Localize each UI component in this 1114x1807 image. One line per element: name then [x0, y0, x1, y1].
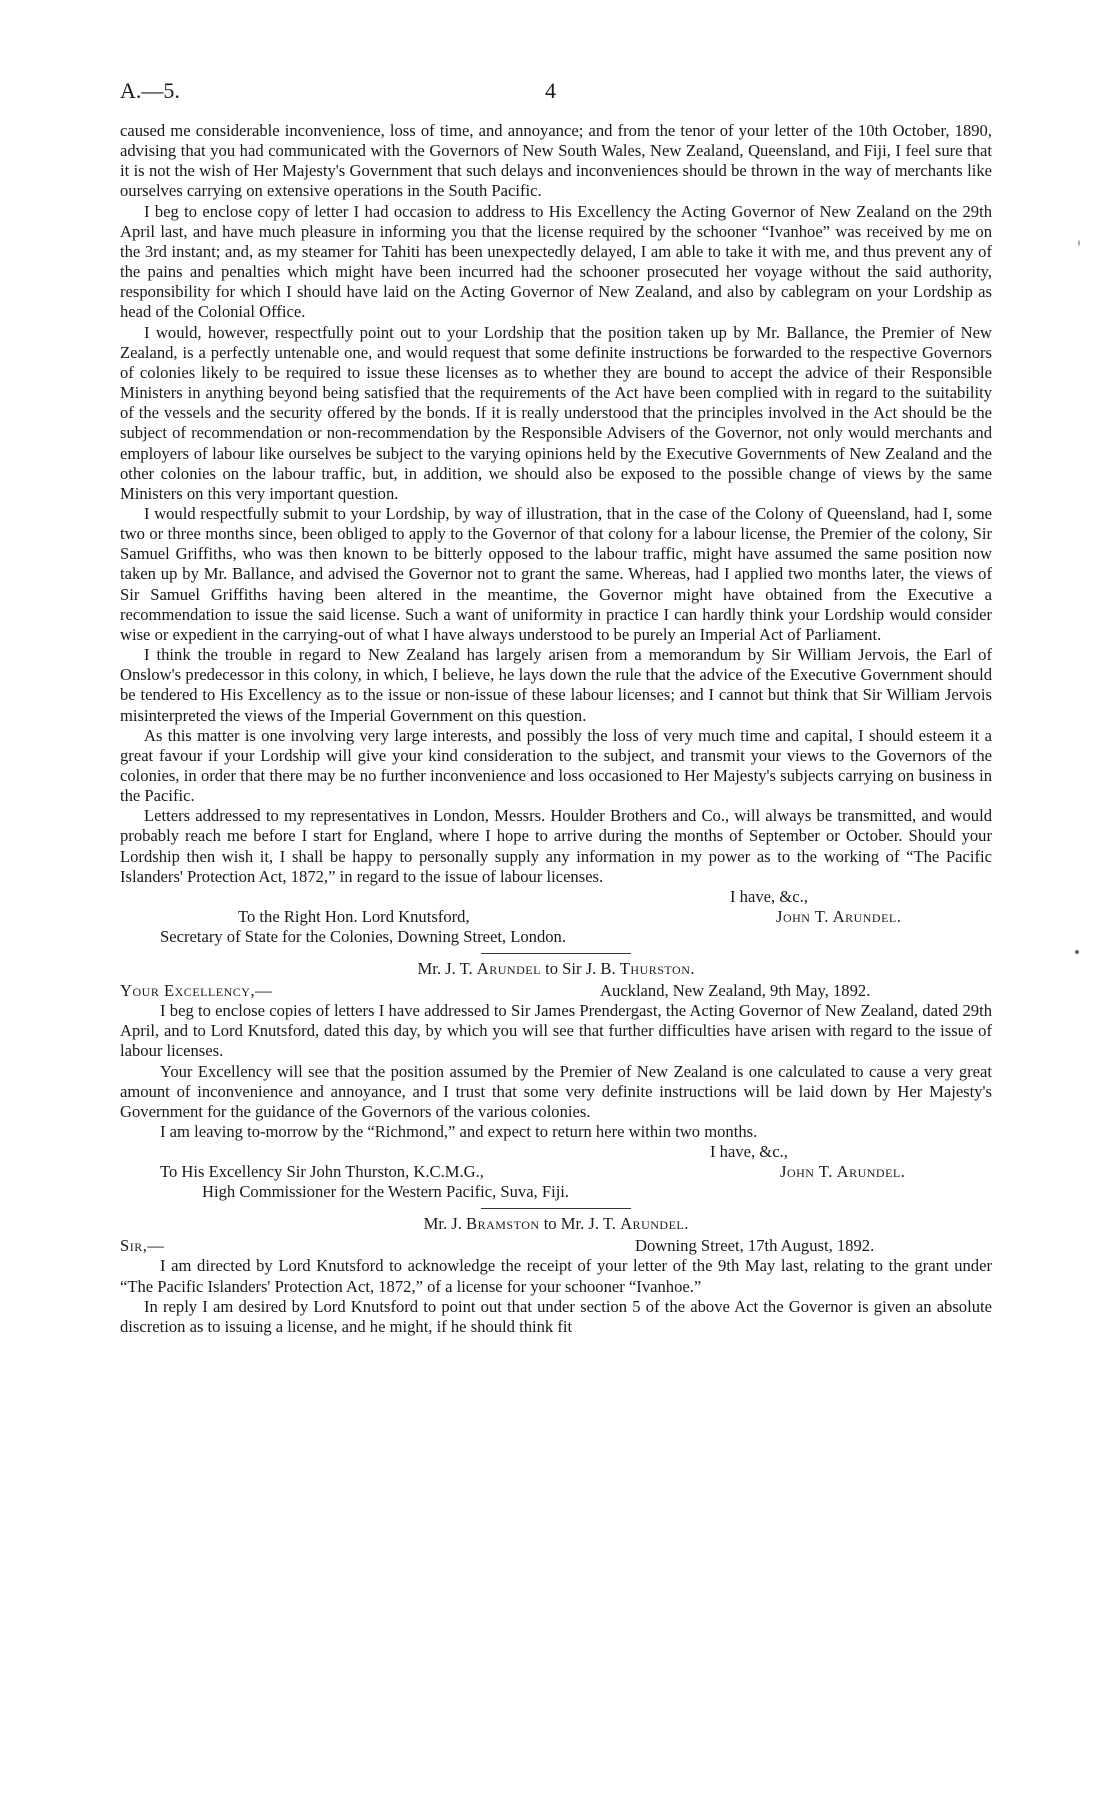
paragraph: I am leaving to-morrow by the “Richmond,” and expect to return here within two months. [160, 1122, 758, 1142]
paragraph: I am directed by Lord Knutsford to acknowledge the receipt of your letter of the 9th May last, relating to the grant under “The Pacific Islanders' Protection Act, 1872,” of a license for your schooner “Ivanhoe.” [120, 1256, 992, 1296]
paragraph: I beg to enclose copy of letter I had occasion to address to His Excellency the Acting Governor of New Zealand on the 29th April last, and have much pleasure in informing you that the license required by the schooner “Ivanhoe” was received by me on the 3rd instant; and, as my steamer for Tahiti has been unexpectedly delayed, I am able to take it with me, and thus prevent any of the pains and penalties which might have been incurred had the schooner prosecuted her voyage without the said authority, responsibility for which I should have laid on the Acting Governor of New Zealand, and also by cablegram on your Lordship as head of the Colonial Office. [120, 201, 992, 322]
addressee-title: High Commissioner for the Western Pacific, Suva, Fiji. [202, 1182, 570, 1202]
heading-text: Mr. J. [423, 1214, 467, 1234]
addressee-signature-row [120, 1162, 992, 1182]
addressee: To His Excellency Sir John Thurston, K.C.M.G., [160, 1162, 484, 1182]
heading-text: to Sir J. B. [540, 958, 620, 978]
paragraph: I beg to enclose copies of letters I have addressed to Sir James Prendergast, the Acting Governor of New Zealand, dated 29th April, and to Lord Knutsford, dated this day, by which you will see that further difficulties have arisen with regard to the issue of labour licenses. [120, 1001, 992, 1061]
letter-heading [120, 1214, 992, 1234]
letter-heading [120, 959, 992, 979]
letter-closing-block [120, 887, 992, 907]
paragraph: I would respectfully submit to your Lordship, by way of illustration, that in the case of the Colony of Queensland, had I, some two or three months since, been obliged to apply to the Governor of that colony for a labour license, the Premier of the colony, Sir Samuel Griffiths, who was then known to be bitterly opposed to the labour traffic, might have assumed the same position now taken up by Mr. Ballance, and advised the Governor not to grant the same. Whereas, had I applied two months later, the views of Sir Samuel Griffiths having been altered in the meantime, the Governor might have obtained from the Executive a recommendation to issue the said license. Such a want of uniformity in practice I can hardly think your Lordship would consider wise or expedient in the carrying-out of what I have always understood to be purely an Imperial Act of Parliament. [120, 503, 992, 644]
paragraph: caused me considerable inconvenience, loss of time, and annoyance; and from the tenor of your letter of the 10th October, 1890, advising that you had communicated with the Governors of New South Wales, New Zealand, Queensland, and Fiji, I feel sure that it is not the wish of Her Majesty's Government that such delays and inconveniences should be thrown in the way of merchants like ourselves carrying on extensive operations in the South Pacific. [120, 121, 992, 201]
heading-name: Arundel [476, 958, 541, 978]
section-divider [481, 1208, 631, 1209]
letter-closing: I have, &c., [710, 1142, 788, 1162]
heading-name: Bramston [466, 1214, 540, 1234]
document-body [120, 121, 992, 1337]
page-header [120, 78, 1000, 108]
salutation: Your Excellency,— [120, 981, 273, 1001]
scan-speck [1078, 240, 1080, 246]
salutation-row [120, 981, 992, 1001]
heading-text: . [684, 1214, 689, 1234]
heading-text: Mr. J. T. [417, 958, 477, 978]
heading-name: Thurston [619, 958, 691, 978]
letter-closing-block [120, 1142, 992, 1162]
section-divider [481, 953, 631, 954]
page-number: 4 [545, 78, 556, 103]
addressee: To the Right Hon. Lord Knutsford, [238, 906, 470, 926]
paragraph: As this matter is one involving very large interests, and possibly the loss of very much time and capital, I should esteem it a great favour if your Lordship will give your kind consideration to the subject, and transmit your views to the Governors of the colonies, in order that there may be no further inconvenience and loss occasioned to Her Majesty's subjects carrying on business in the Pacific. [120, 725, 992, 806]
place-date: Downing Street, 17th August, 1892. [635, 1236, 875, 1256]
paragraph: I think the trouble in regard to New Zealand has largely arisen from a memorandum by Sir William Jervois, the Earl of Onslow's predecessor in this colony, in which, I believe, he lays down the rule that the advice of the Executive Government should be tendered to His Excellency as to the issue or non-issue of these labour licenses; and I cannot but think that Sir William Jervois misinterpreted the views of the Imperial Government on this question. [120, 645, 992, 725]
paragraph: Your Excellency will see that the position assumed by the Premier of New Zealand is one calculated to cause a very great amount of inconvenience and annoyance, and I trust that some very definite instructions will be laid down by Her Majesty's Government for the guidance of the Governors of the various colonies. [120, 1061, 992, 1121]
signature: John T. Arundel. [776, 906, 902, 926]
document-reference: A.—5. [120, 78, 180, 103]
heading-text: to Mr. J. T. [539, 1214, 621, 1234]
addressee-row [120, 1182, 992, 1202]
paragraph: In reply I am desired by Lord Knutsford to point out that under section 5 of the above Act the Governor is given an absolute discretion as to issuing a license, and he might, if he should think fit [120, 1296, 992, 1336]
salutation: Sir,— [120, 1236, 165, 1256]
heading-text: . [690, 958, 695, 978]
scan-speck [1075, 950, 1079, 954]
letter-closing: I have, &c., [730, 886, 808, 906]
signature: John T. Arundel. [780, 1162, 906, 1182]
salutation-row [120, 1236, 992, 1256]
place-date: Auckland, New Zealand, 9th May, 1892. [600, 981, 871, 1001]
heading-name: Arundel [620, 1214, 685, 1234]
paragraph: Letters addressed to my representatives in London, Messrs. Houlder Brothers and Co., will always be transmitted, and would probably reach me before I start for England, where I hope to arrive during the months of September or October. Should your Lordship then wish it, I shall be happy to personally supply any information in my power as to the working of “The Pacific Islanders' Protection Act, 1872,” in regard to the issue of labour licenses. [120, 806, 992, 886]
addressee-title: Secretary of State for the Colonies, Downing Street, London. [160, 926, 566, 946]
addressee-signature-row [120, 907, 992, 927]
paragraph: I would, however, respectfully point out to your Lordship that the position taken up by Mr. Ballance, the Premier of New Zealand, is a perfectly untenable one, and would request that some definite instructions be forwarded to the respective Governors of colonies likely to be required to issue these licenses as to whether they are bound to accept the advice of their Responsible Ministers in anything beyond being satisfied that the requirements of the Act have been complied with in regard to the suitability of the vessels and the security offered by the bonds. If it is really understood that the principles involved in the Act should be the subject of recommendation or non-recommendation by the Responsible Advisers of the Governor, not only would merchants and employers of labour like ourselves be subject to the varying opinions held by the Executive Governments of New Zealand and the other colonies on the labour traffic, but, in addition, we should also be exposed to the possible change of views by the same Ministers on this very important question. [120, 322, 992, 503]
addressee-row [120, 927, 992, 947]
